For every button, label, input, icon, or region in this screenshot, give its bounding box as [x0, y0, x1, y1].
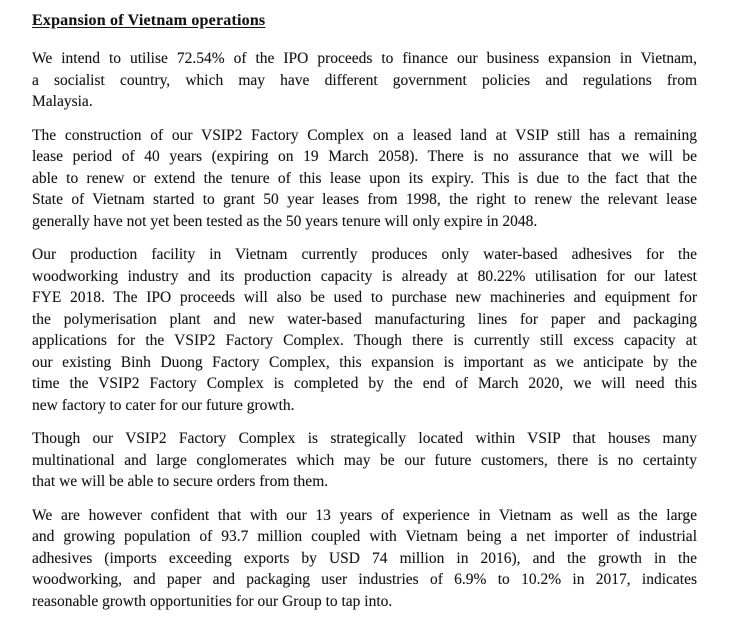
text-line: new factory to cater for our future growth.: [32, 396, 295, 414]
text-line: that we will be able to secure orders from them.: [32, 473, 329, 490]
text-line: woodworking, and paper and packaging user industries of 6.9% to 10.2% in 2017, indicates: [32, 571, 697, 588]
text-line: woodworking industry and its production capacity is already at 80.22% utilisation for our latest: [32, 267, 697, 285]
paragraph: [32, 48, 697, 113]
text-line: the polymerisation plant and new water-based manufacturing lines for paper and packaging: [32, 310, 697, 328]
text-line: generally have not yet been tested as the 50 years tenure will only expire in 2048.: [32, 212, 538, 230]
text-line: FYE 2018. The IPO proceeds will also be used to purchase new machineries and equipment for: [32, 289, 697, 306]
text-line: reasonable growth opportunities for our Group to tap into.: [32, 592, 393, 610]
text-line: applications for the VSIP2 Factory Complex. Though there is currently still excess capacity at: [32, 332, 697, 349]
text-line: time the VSIP2 Factory Complex is completed by the end of March 2020, we will need this: [32, 375, 697, 392]
text-line: our existing Binh Duong Factory Complex, this expansion is important as we anticipate by the: [32, 353, 697, 371]
text-line: able to renew or extend the tenure of this lease upon its expiry. This is due to the fact that the: [32, 169, 697, 187]
text-line: Though our VSIP2 Factory Complex is strategically located within VSIP that houses many: [32, 430, 697, 447]
paragraph: [32, 125, 697, 233]
document-heading: Expansion of Vietnam operations: [32, 12, 266, 29]
text-line: The construction of our VSIP2 Factory Complex on a leased land at VSIP still has a remaining: [32, 126, 697, 144]
text-line: a socialist country, which may have different government policies and regulations from: [32, 71, 697, 89]
paragraph: [32, 428, 697, 493]
text-line: lease period of 40 years (expiring on 19 March 2058). There is no assurance that we will be: [32, 148, 697, 165]
paragraph: [32, 244, 697, 416]
paragraph: [32, 505, 697, 613]
text-line: Our production facility in Vietnam currently produces only water-based adhesives for the: [32, 246, 697, 263]
text-line: adhesives (imports exceeding exports by USD 74 million in 2016), and the growth in the: [32, 549, 697, 567]
text-line: Malaysia.: [32, 93, 93, 110]
text-line: multinational and large conglomerates which may be our future customers, there is no certainty: [32, 451, 697, 469]
text-line: and growing population of 93.7 million coupled with Vietnam being a net importer of industrial: [32, 528, 697, 545]
document-paragraphs: [32, 48, 697, 612]
text-line: We intend to utilise 72.54% of the IPO proceeds to finance our business expansion in Vietnam,: [32, 50, 697, 67]
text-line: State of Vietnam started to grant 50 year leases from 1998, the right to renew the relevant lease: [32, 191, 697, 208]
text-line: We are however confident that with our 13 years of experience in Vietnam as well as the large: [32, 506, 697, 524]
